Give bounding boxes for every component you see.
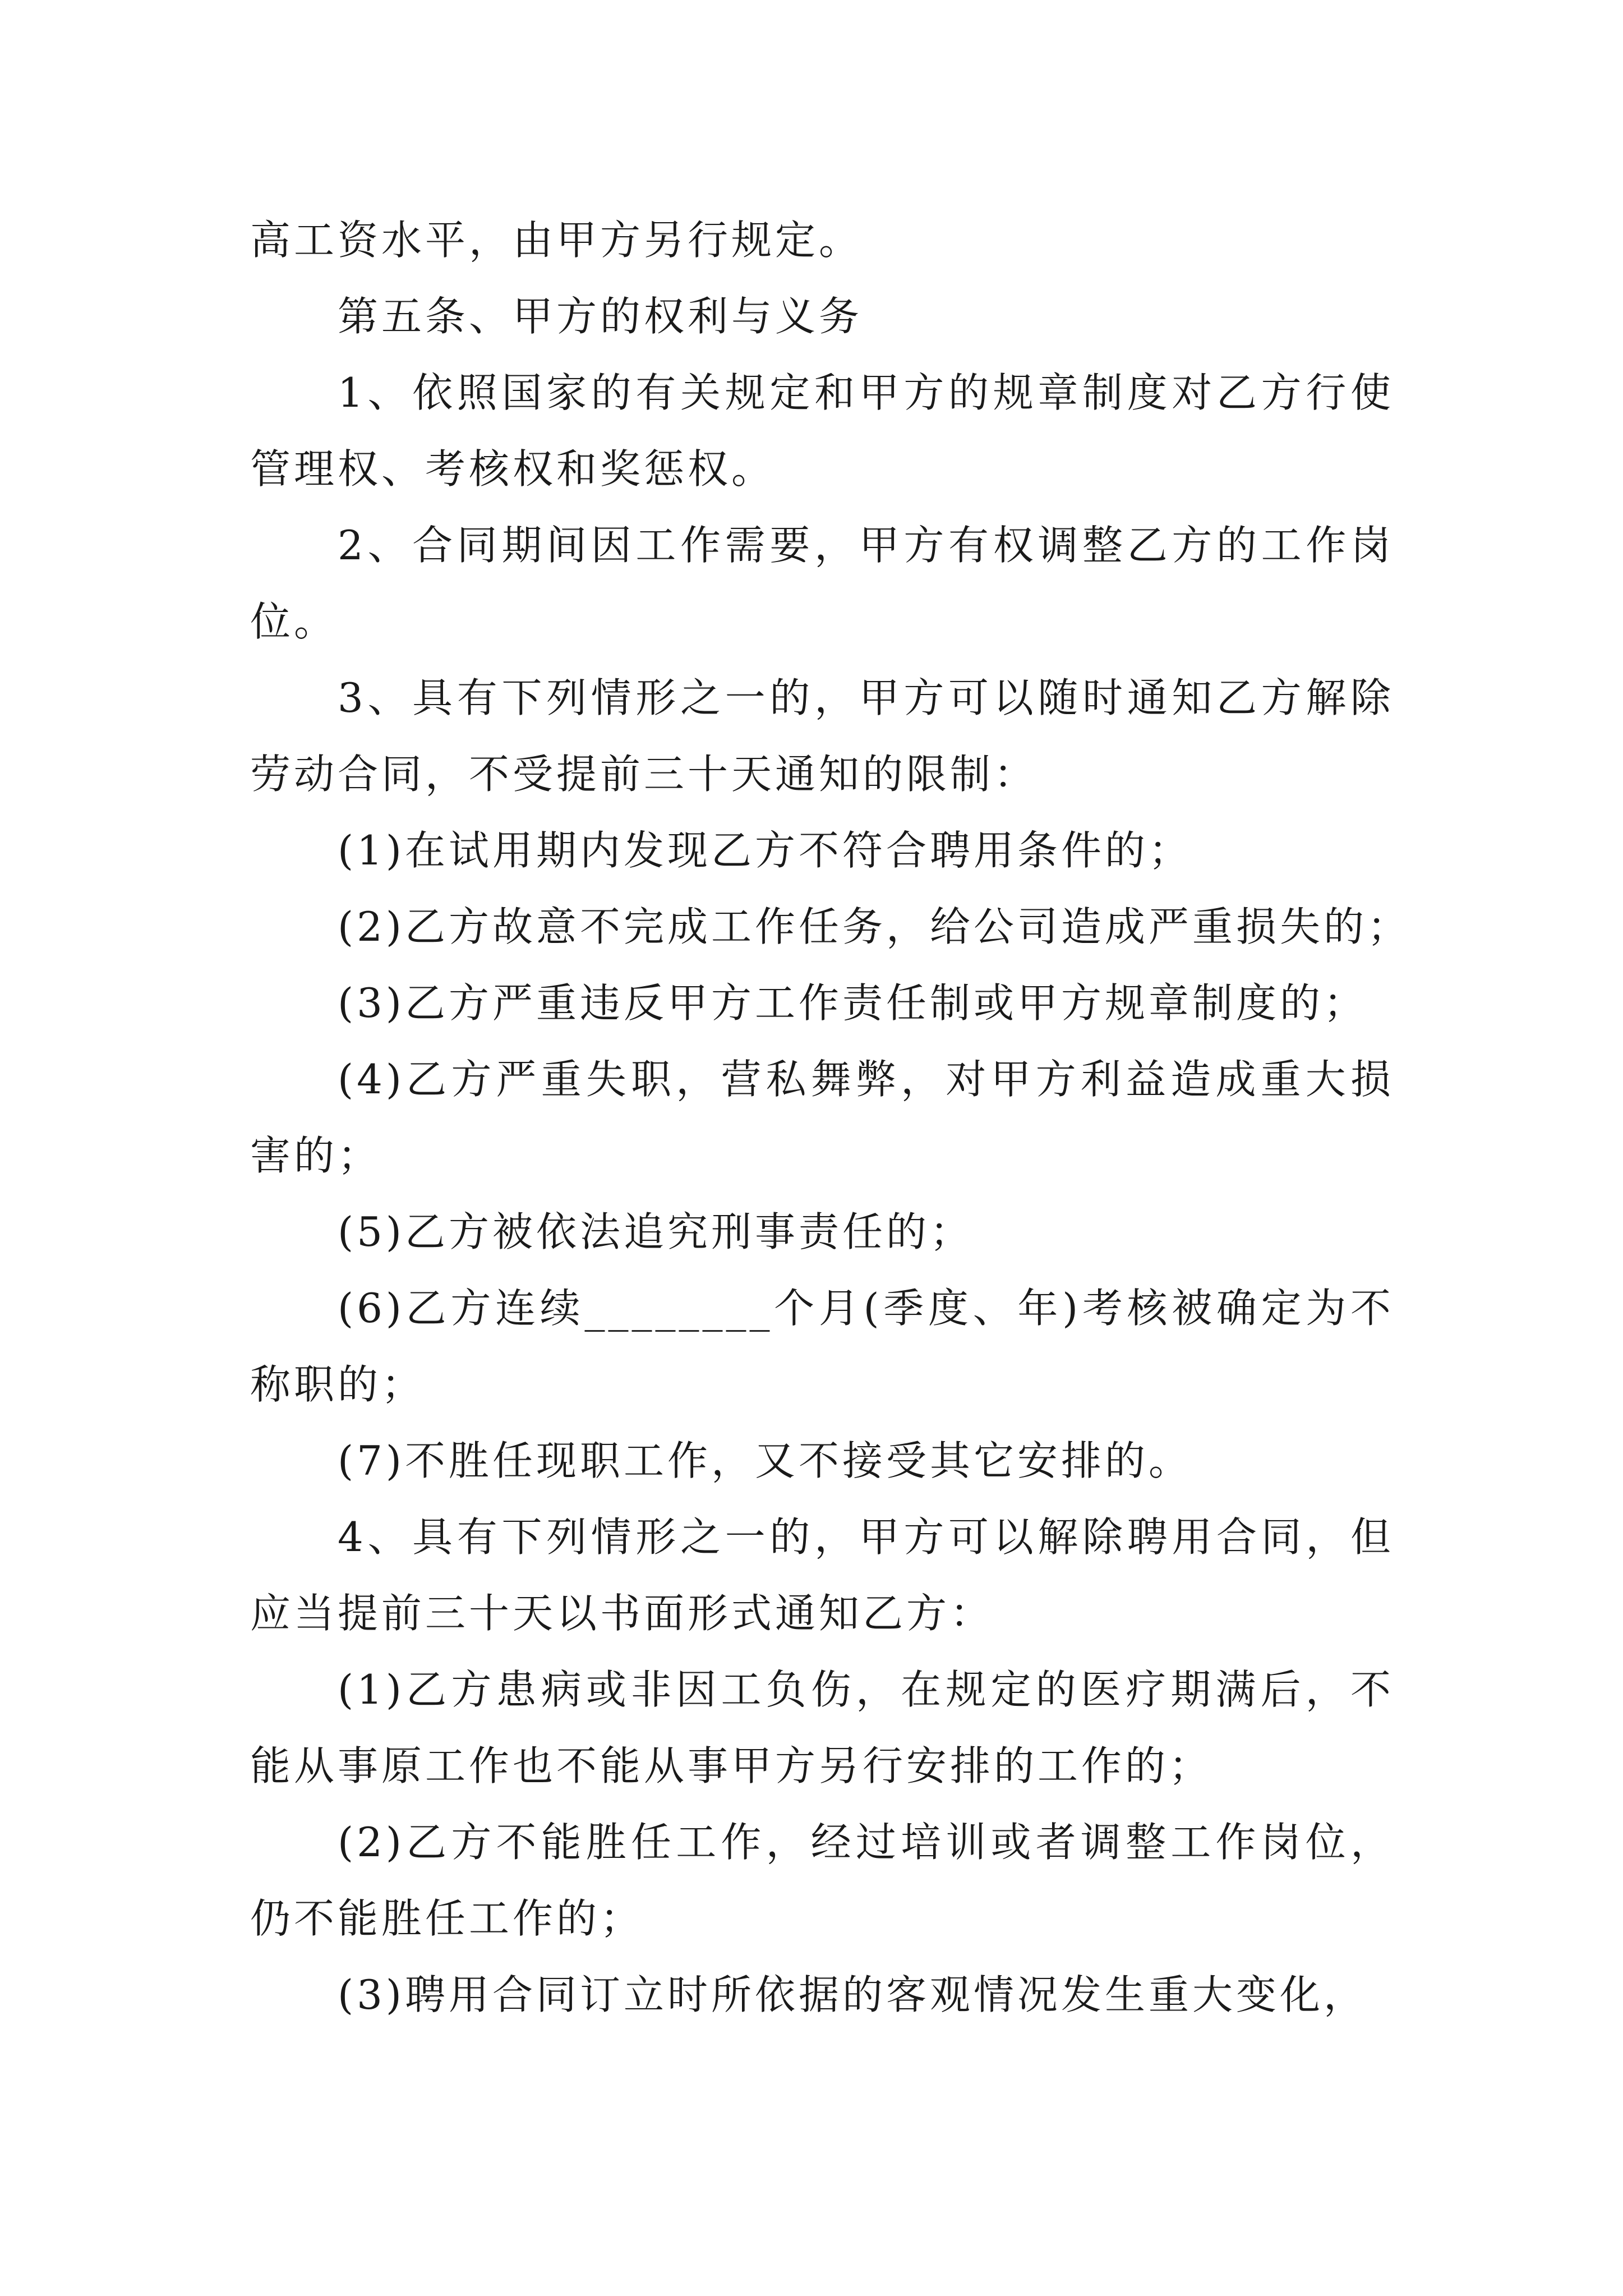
- subitem-4-1: (1)乙方患病或非因工负伤，在规定的医疗期满后，不能从事原工作也不能从事甲方另行安排的工作的；: [250, 1666, 1394, 1789]
- paragraph-item-1: 1、依照国家的有关规定和甲方的规章制度对乙方行使管理权、考核权和奖惩权。: [250, 369, 1394, 493]
- paragraph-item-3: 3、具有下列情形之一的，甲方可以随时通知乙方解除劳动合同，不受提前三十天通知的限制：: [250, 674, 1394, 798]
- subitem-3-6: (6)乙方连续________个月(季度、年)考核被确定为不称职的；: [250, 1285, 1394, 1408]
- subitem-3-5: (5)乙方被依法追究刑事责任的；: [338, 1208, 974, 1255]
- subitem-3-2: (2)乙方故意不完成工作任务，给公司造成严重损失的；: [338, 903, 1411, 950]
- paragraph-item-2: 2、合同期间因工作需要，甲方有权调整乙方的工作岗位。: [250, 522, 1394, 645]
- subitem-3-4: (4)乙方严重失职，营私舞弊，对甲方利益造成重大损害的；: [250, 1056, 1394, 1179]
- subitem-3-1: (1)在试用期内发现乙方不符合聘用条件的；: [338, 827, 1192, 874]
- paragraph-1: 高工资水平，由甲方另行规定。: [250, 217, 863, 264]
- subitem-4-3: (3)聘用合同订立时所依据的客观情况发生重大变化，: [338, 1971, 1367, 2018]
- paragraph-item-4: 4、具有下列情形之一的，甲方可以解除聘用合同，但应当提前三十天以书面形式通知乙方：: [250, 1513, 1394, 1637]
- subitem-4-2: (2)乙方不能胜任工作，经过培训或者调整工作岗位，仍不能胜任工作的；: [250, 1819, 1394, 1942]
- subitem-3-3: (3)乙方严重违反甲方工作责任制或甲方规章制度的；: [338, 979, 1367, 1027]
- section-heading-article-5: 第五条、甲方的权利与义务: [338, 293, 863, 340]
- subitem-3-7: (7)不胜任现职工作，又不接受其它安排的。: [338, 1437, 1192, 1484]
- document-body: [250, 202, 1411, 2033]
